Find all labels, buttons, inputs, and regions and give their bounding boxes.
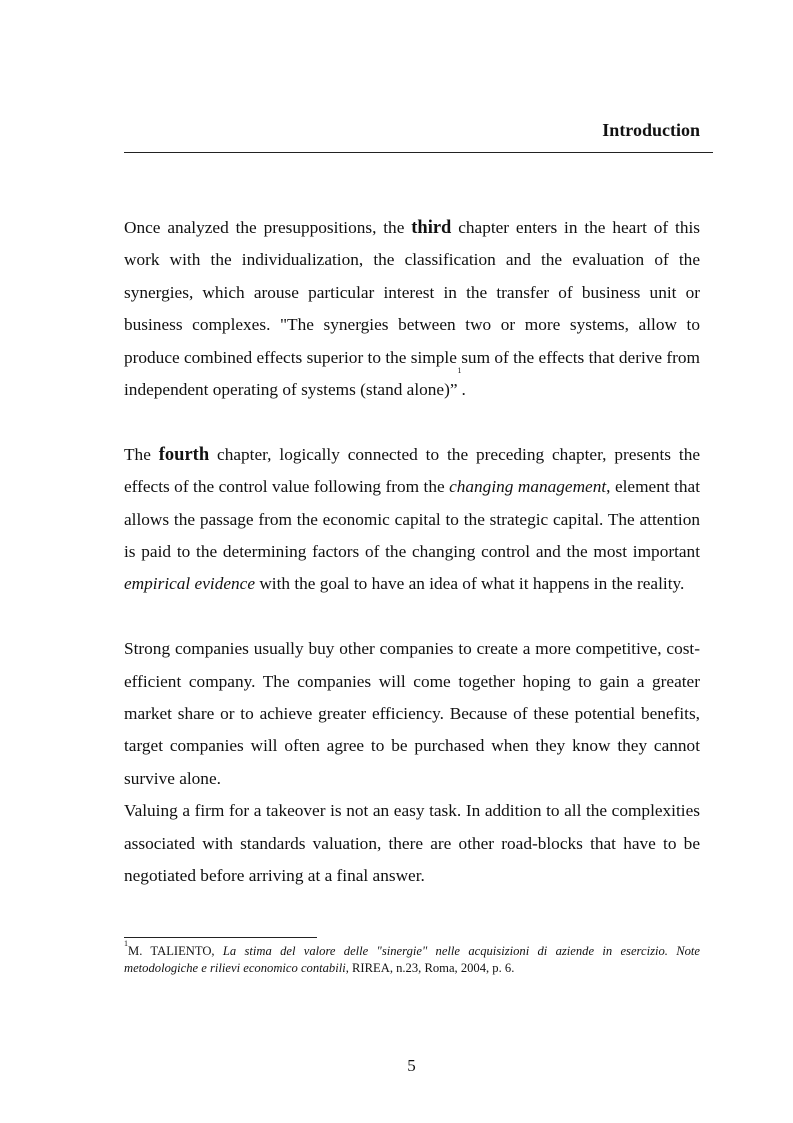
footnote-author: M. TALIENTO, bbox=[128, 944, 223, 958]
paragraph-fourth-chapter bbox=[124, 439, 700, 601]
bold-term: third bbox=[411, 218, 452, 238]
footnote-reference[interactable]: 1 bbox=[457, 366, 462, 376]
text-run: The bbox=[124, 444, 159, 464]
footnote-title: La stima del valore delle "sinergie" nelle acquisizioni di aziende in esercizio. Note metodologiche e rilievi economico contabili bbox=[124, 944, 700, 975]
footnote bbox=[124, 939, 700, 976]
footnote-rule bbox=[124, 937, 317, 938]
text-run: chapter, logically connected to the preceding chapter, presents the effects of the control value following from the bbox=[124, 444, 701, 497]
text-run: with the goal to have an idea of what it happens in the reality. bbox=[255, 574, 685, 594]
paragraph-valuing-firm: Valuing a firm for a takeover is not an easy task. In addition to all the complexities associated with standards valuation, there are other road-blocks that have to be negotiated before arriving at a final answer. bbox=[124, 801, 700, 886]
bold-term: fourth bbox=[158, 444, 210, 465]
footnote-marker: 1 bbox=[124, 939, 128, 948]
text-run: , element that allows the passage from the economic capital to the strategic capital. The attention is paid to the determining factors of the changing control and the most important bbox=[124, 477, 700, 562]
text-run: Once analyzed the presuppositions, the bbox=[124, 218, 412, 237]
page-number: 5 bbox=[407, 1056, 416, 1075]
italic-term: changing management bbox=[449, 477, 607, 497]
running-header: Introduction bbox=[602, 120, 700, 140]
italic-term: empirical evidence bbox=[124, 574, 255, 594]
paragraph-strong-companies: Strong companies usually buy other companies to create a more competitive, cost-efficient company. The companies will come together hoping to gain a greater market share or to achieve greater efficiency. Because of these potential benefits, target companies will often agree to be purchased when they know they cannot survive alone. bbox=[124, 639, 700, 788]
header-rule bbox=[124, 152, 713, 153]
footnote-source: , RIREA, n.23, Roma, 2004, p. 6. bbox=[345, 960, 515, 975]
text-run: chapter enters in the heart of this work with the individualization, the classification and the evaluation of the synergies, which arouse particular interest in the transfer of business unit or business complexes. "The synergies between two or more systems, allow to produce combined effects superior to the simple sum of the effects that derive from independent operating of systems (stand alone)” bbox=[124, 218, 700, 400]
paragraph-third-chapter bbox=[124, 212, 700, 406]
body-text bbox=[124, 212, 700, 893]
text-run: . bbox=[461, 380, 466, 400]
